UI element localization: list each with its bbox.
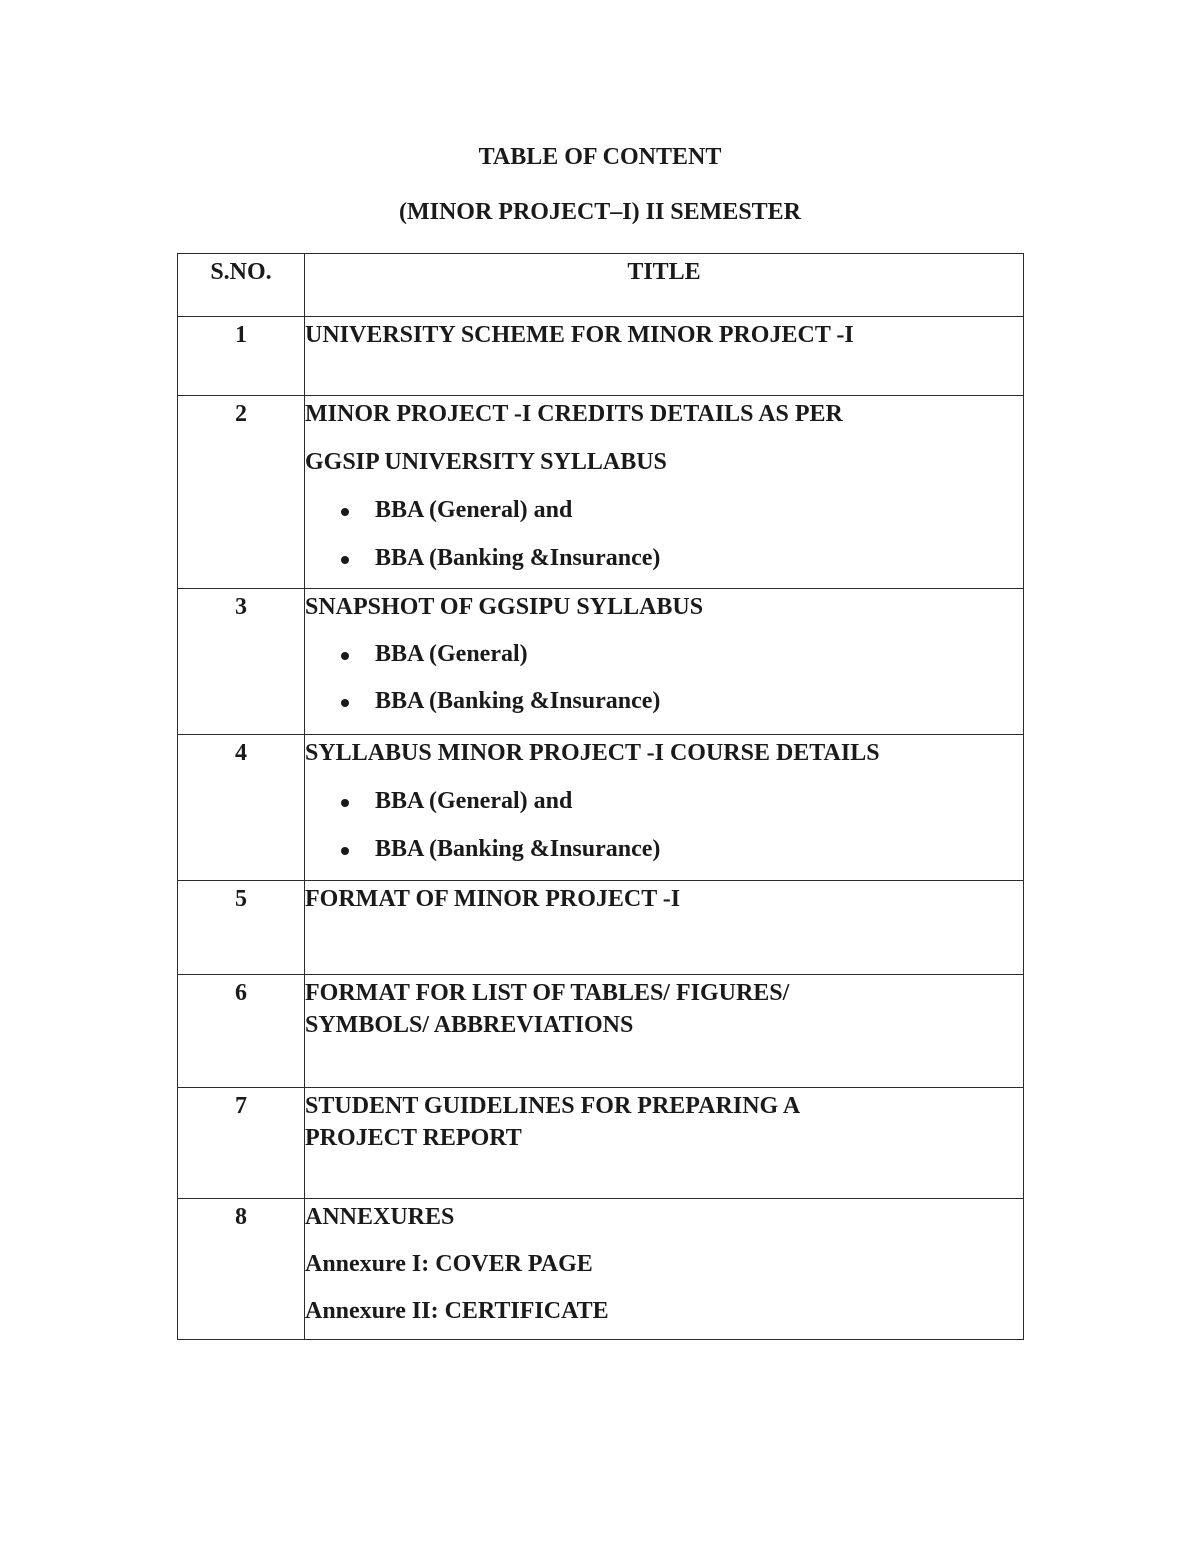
row-title-line: FORMAT FOR LIST OF TABLES/ FIGURES/ bbox=[305, 980, 790, 1006]
table-header-row bbox=[178, 254, 1024, 317]
bullet-text: BBA (General) and bbox=[375, 497, 573, 523]
table-row bbox=[178, 975, 1024, 1088]
row-title-cell bbox=[305, 396, 1024, 589]
row-title-cell bbox=[305, 1199, 1024, 1340]
table-row bbox=[178, 396, 1024, 589]
row-number-cell bbox=[178, 1199, 305, 1340]
bullet-icon bbox=[341, 699, 349, 707]
row-title-line: SNAPSHOT OF GGSIPU SYLLABUS bbox=[305, 594, 704, 620]
row-number-cell bbox=[178, 317, 305, 396]
row-number: 4 bbox=[235, 740, 247, 766]
row-number: 1 bbox=[235, 322, 247, 348]
column-header-sno bbox=[178, 254, 305, 317]
row-title-cell bbox=[305, 317, 1024, 396]
bullet-icon bbox=[341, 847, 349, 855]
bullet-item bbox=[305, 495, 1023, 525]
bullet-item bbox=[305, 543, 1023, 573]
row-title-line: MINOR PROJECT -I CREDITS DETAILS AS PER bbox=[305, 401, 843, 427]
row-number: 2 bbox=[235, 401, 247, 427]
row-title-line: Annexure I: COVER PAGE bbox=[305, 1251, 593, 1277]
column-header-sno-label: S.NO. bbox=[210, 259, 272, 285]
row-number: 7 bbox=[235, 1093, 247, 1119]
row-title-line: Annexure II: CERTIFICATE bbox=[305, 1298, 609, 1324]
bullet-icon bbox=[341, 508, 349, 516]
document-subtitle: (MINOR PROJECT–I) II SEMESTER bbox=[398, 199, 802, 225]
row-title-cell bbox=[305, 735, 1024, 881]
row-number: 5 bbox=[235, 886, 247, 912]
row-title-line: GGSIP UNIVERSITY SYLLABUS bbox=[305, 449, 667, 475]
table-of-contents bbox=[177, 253, 1024, 1340]
row-title-line: STUDENT GUIDELINES FOR PREPARING A bbox=[305, 1093, 801, 1119]
row-number: 8 bbox=[235, 1204, 247, 1230]
row-title-line: PROJECT REPORT bbox=[305, 1125, 522, 1151]
bullet-text: BBA (General) and bbox=[375, 788, 573, 814]
row-number-cell bbox=[178, 396, 305, 589]
row-title-cell bbox=[305, 975, 1024, 1088]
table-row bbox=[178, 589, 1024, 735]
row-number-cell bbox=[178, 1088, 305, 1199]
row-title-line: SYLLABUS MINOR PROJECT -I COURSE DETAILS bbox=[305, 740, 880, 766]
bullet-text: BBA (Banking &Insurance) bbox=[375, 688, 661, 714]
document-title: TABLE OF CONTENT bbox=[478, 144, 722, 170]
column-header-title-label: TITLE bbox=[627, 259, 701, 285]
column-header-title bbox=[305, 254, 1024, 317]
table-row bbox=[178, 1088, 1024, 1199]
row-number: 6 bbox=[235, 980, 247, 1006]
bullet-item bbox=[305, 686, 1023, 716]
table-row bbox=[178, 881, 1024, 975]
row-title-cell bbox=[305, 881, 1024, 975]
row-number-cell bbox=[178, 975, 305, 1088]
bullet-text: BBA (Banking &Insurance) bbox=[375, 836, 661, 862]
bullet-list bbox=[305, 639, 1023, 716]
bullet-icon bbox=[341, 652, 349, 660]
row-title-cell bbox=[305, 589, 1024, 735]
row-number: 3 bbox=[235, 594, 247, 620]
row-title-line: FORMAT OF MINOR PROJECT -I bbox=[305, 886, 681, 912]
bullet-text: BBA (General) bbox=[375, 641, 528, 667]
bullet-icon bbox=[341, 556, 349, 564]
bullet-item bbox=[305, 834, 1023, 864]
table-row bbox=[178, 735, 1024, 881]
row-number-cell bbox=[178, 735, 305, 881]
table-row bbox=[178, 317, 1024, 396]
row-title-line: ANNEXURES bbox=[305, 1204, 455, 1230]
bullet-icon bbox=[341, 799, 349, 807]
table-row bbox=[178, 1199, 1024, 1340]
row-number-cell bbox=[178, 589, 305, 735]
row-number-cell bbox=[178, 881, 305, 975]
row-title-cell bbox=[305, 1088, 1024, 1199]
bullet-item bbox=[305, 786, 1023, 816]
bullet-list bbox=[305, 786, 1023, 864]
row-title-line: UNIVERSITY SCHEME FOR MINOR PROJECT -I bbox=[305, 322, 854, 348]
bullet-list bbox=[305, 495, 1023, 573]
bullet-text: BBA (Banking &Insurance) bbox=[375, 545, 661, 571]
row-title-line: SYMBOLS/ ABBREVIATIONS bbox=[305, 1012, 634, 1038]
bullet-item bbox=[305, 639, 1023, 669]
